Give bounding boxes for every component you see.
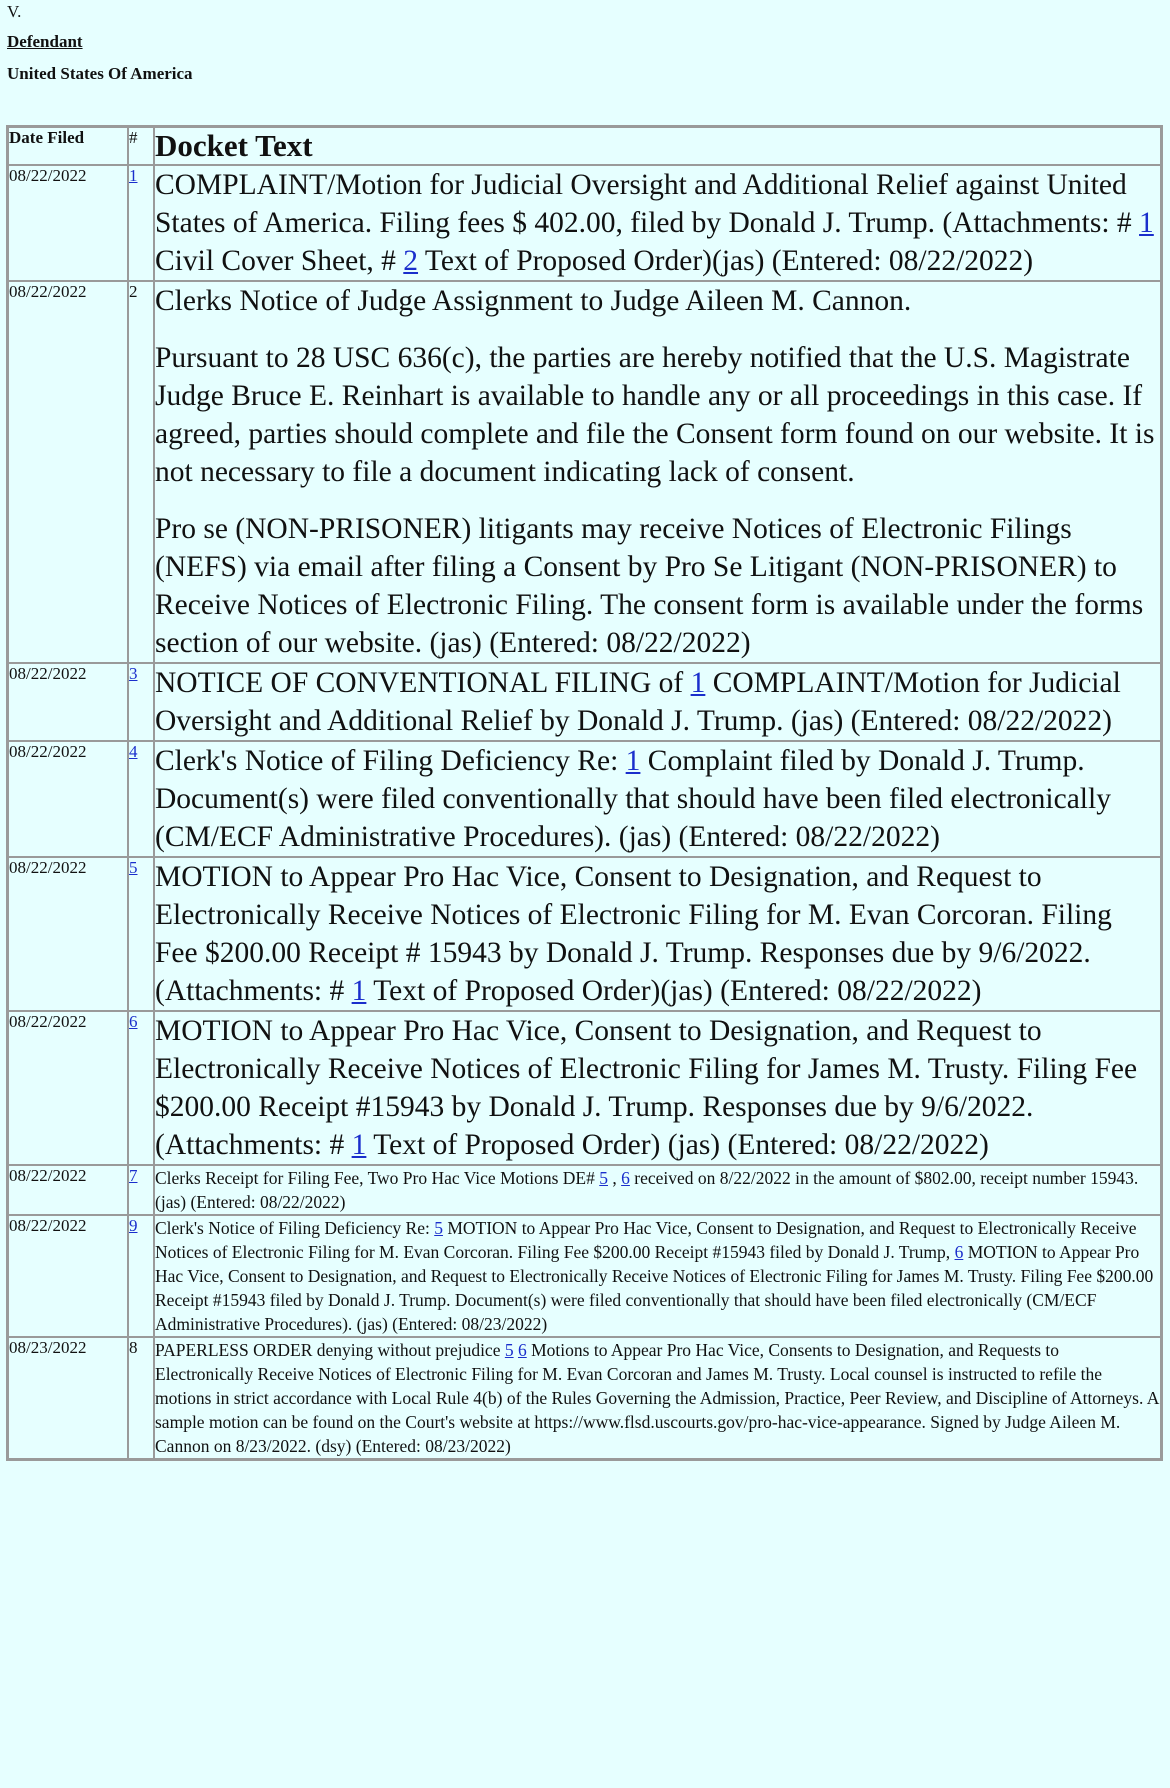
docket-number-link[interactable]: 9: [129, 1216, 138, 1235]
docket-text: [155, 858, 1160, 1010]
docket-number-link[interactable]: 6: [129, 1012, 138, 1031]
docket-text-cell: [154, 1011, 1161, 1165]
docket-text-cell: [154, 663, 1161, 741]
docket-number-link[interactable]: 3: [129, 664, 138, 683]
document-link[interactable]: 1: [690, 667, 706, 699]
docket-row: [8, 1011, 1161, 1165]
docket-text-paragraph: [155, 1338, 1160, 1458]
docket-row: [8, 663, 1161, 741]
docket-table: [6, 125, 1163, 1461]
docket-row: [8, 1215, 1161, 1337]
text-segment: Text of Proposed Order)(jas) (Entered: 08/22/2022): [418, 245, 1034, 277]
docket-text-paragraph: [155, 742, 1160, 856]
defendant-name: United States Of America: [7, 64, 193, 83]
document-link[interactable]: 2: [403, 245, 419, 277]
text-segment: COMPLAINT/Motion for Judicial Oversight and Additional Relief against United States of America. Filing fees $ 402.00, filed by Donald J. Trump. (Attachments: #: [155, 169, 1140, 239]
document-link[interactable]: 5: [504, 1340, 514, 1360]
docket-text-paragraph: [155, 1166, 1160, 1214]
date-filed-cell: 08/22/2022: [8, 281, 128, 663]
docket-text-cell: [154, 165, 1161, 281]
docket-text-paragraph: [155, 858, 1160, 1010]
header-date-filed: Date Filed: [8, 127, 128, 165]
docket-text: [155, 1012, 1160, 1164]
docket-number: 8: [129, 1338, 138, 1357]
text-segment: MOTION to Appear Pro Hac Vice, Consent to Designation, and Request to Electronically Receive Notices of Electronic Filing for James M. Trusty. Filing Fee $200.00 Receipt #15943 filed by Donald J. Trump. Document(s) were filed conventionally that should have been filed electronically (CM/ECF Administrative Procedures). (jas) (Entered: 08/23/2022): [155, 1242, 1154, 1334]
docket-row: [8, 1337, 1161, 1459]
docket-number-cell: [128, 857, 154, 1011]
text-segment: PAPERLESS ORDER denying without prejudice: [155, 1340, 505, 1360]
text-segment: received on 8/22/2022 in the amount of $802.00, receipt number 15943. (jas) (Entered: 08/22/2022): [155, 1168, 1139, 1212]
docket-number-link[interactable]: 7: [129, 1166, 138, 1185]
text-segment: COMPLAINT/Motion for Judicial Oversight and Additional Relief by Donald J. Trump. (jas) (Entered: 08/22/2022): [155, 667, 1121, 737]
docket-number-cell: [128, 1337, 154, 1459]
date-filed-cell: 08/22/2022: [8, 1011, 128, 1165]
text-segment: Pro se (NON-PRISONER) litigants may receive Notices of Electronic Filings (NEFS) via email after filing a Consent by Pro Se Litigant (NON-PRISONER) to Receive Notices of Electronic Filing. The consent form is available under the forms section of our website. (jas) (Entered: 08/22/2022): [155, 513, 1144, 659]
text-segment: NOTICE OF CONVENTIONAL FILING of: [155, 667, 691, 699]
docket-text-cell: [154, 741, 1161, 857]
docket-text-cell: [154, 857, 1161, 1011]
docket-text-paragraph: [155, 339, 1160, 491]
text-segment: Civil Cover Sheet, #: [155, 245, 404, 277]
text-segment: Clerk's Notice of Filing Deficiency Re:: [155, 1218, 435, 1238]
text-segment: Clerk's Notice of Filing Deficiency Re:: [155, 745, 626, 777]
docket-number-cell: [128, 663, 154, 741]
docket-row: [8, 741, 1161, 857]
date-filed-cell: 08/23/2022: [8, 1337, 128, 1459]
docket-number-link[interactable]: 5: [129, 858, 138, 877]
text-segment: Motions to Appear Pro Hac Vice, Consents to Designation, and Requests to Electronically Receive Notices of Electronic Filing for M. Evan Corcoran and James M. Trusty. Local counsel is instructed to refile the motions in strict accordance with Local Rule 4(b) of the Rules Governing the Admission, Practice, Peer Review, and Discipline of Attorneys. A sample motion can be found on the Court's website at https://www.flsd.uscourts.gov/pro-hac-vice-appearance. Signed by Judge Aileen M. Cannon on 8/23/2022. (dsy) (Entered: 08/23/2022): [155, 1340, 1159, 1456]
docket-number-cell: [128, 281, 154, 663]
document-link[interactable]: 1: [625, 745, 641, 777]
versus-label: V.: [7, 2, 22, 21]
text-segment: MOTION to Appear Pro Hac Vice, Consent to Designation, and Request to Electronically Receive Notices of Electronic Filing for M. Evan Corcoran. Filing Fee $200.00 Receipt #15943 filed by Donald J. Trump,: [155, 1218, 1137, 1262]
docket-text-paragraph: [155, 664, 1160, 740]
docket-text: [155, 1166, 1160, 1214]
header-docket-text: Docket Text: [154, 127, 1161, 165]
docket-text-paragraph: [155, 1012, 1160, 1164]
document-link[interactable]: 6: [621, 1168, 630, 1188]
text-segment: MOTION to Appear Pro Hac Vice, Consent to Designation, and Request to Electronically Receive Notices of Electronic Filing for James M. Trusty. Filing Fee $200.00 Receipt #15943 by Donald J. Trump. Responses due by 9/6/2022. (Attachments: #: [155, 1015, 1138, 1161]
date-filed-cell: 08/22/2022: [8, 857, 128, 1011]
docket-row: [8, 165, 1161, 281]
text-segment: MOTION to Appear Pro Hac Vice, Consent to Designation, and Request to Electronically Receive Notices of Electronic Filing for M. Evan Corcoran. Filing Fee $200.00 Receipt # 15943 by Donald J. Trump. Responses due by 9/6/2022. (Attachments: #: [155, 861, 1112, 1007]
docket-body: [8, 165, 1161, 1459]
document-link[interactable]: 5: [434, 1218, 443, 1238]
docket-text-cell: [154, 1215, 1161, 1337]
text-segment: Complaint filed by Donald J. Trump. Document(s) were filed conventionally that should have been filed electronically (CM/ECF Administrative Procedures). (jas) (Entered: 08/22/2022): [155, 745, 1111, 853]
docket-text: [155, 1338, 1160, 1458]
date-filed-cell: 08/22/2022: [8, 1215, 128, 1337]
docket-number-cell: [128, 1215, 154, 1337]
docket-header-row: [8, 127, 1161, 165]
docket-number-cell: [128, 165, 154, 281]
docket-text: [155, 664, 1160, 740]
text-segment: Pursuant to 28 USC 636(c), the parties are hereby notified that the U.S. Magistrate Judge Bruce E. Reinhart is available to handle any or all proceedings in this case. If agreed, parties should complete and file the Consent form found on our website. It is not necessary to file a document indicating lack of consent.: [155, 342, 1155, 488]
document-link[interactable]: 6: [517, 1340, 527, 1360]
document-link[interactable]: 6: [954, 1242, 964, 1262]
docket-number-link[interactable]: 4: [129, 742, 138, 761]
docket-row: [8, 857, 1161, 1011]
text-segment: ,: [608, 1168, 622, 1188]
date-filed-cell: 08/22/2022: [8, 165, 128, 281]
docket-text: [155, 742, 1160, 856]
docket-text-paragraph: [155, 510, 1160, 662]
document-link[interactable]: 1: [351, 975, 367, 1007]
docket-text-cell: [154, 281, 1161, 663]
date-filed-cell: 08/22/2022: [8, 663, 128, 741]
docket-number-cell: [128, 741, 154, 857]
docket-number-cell: [128, 1011, 154, 1165]
docket-text: [155, 1216, 1160, 1336]
document-link[interactable]: 5: [599, 1168, 608, 1188]
date-filed-cell: 08/22/2022: [8, 741, 128, 857]
docket-text-paragraph: [155, 282, 1160, 320]
docket-text-paragraph: [155, 1216, 1160, 1336]
docket-text-paragraph: [155, 166, 1160, 280]
docket-text: [155, 282, 1160, 662]
text-segment: Text of Proposed Order) (jas) (Entered: 08/22/2022): [366, 1129, 989, 1161]
case-header: [7, 0, 193, 84]
defendant-label: Defendant: [7, 32, 83, 51]
document-link[interactable]: 1: [351, 1129, 367, 1161]
docket-number-link[interactable]: 1: [129, 166, 138, 185]
document-link[interactable]: 1: [1139, 207, 1154, 239]
docket-number-cell: [128, 1165, 154, 1215]
docket-number: 2: [129, 282, 138, 301]
date-filed-cell: 08/22/2022: [8, 1165, 128, 1215]
header-number: #: [128, 127, 154, 165]
text-segment: Text of Proposed Order)(jas) (Entered: 08/22/2022): [366, 975, 982, 1007]
text-segment: Clerks Notice of Judge Assignment to Judge Aileen M. Cannon.: [155, 285, 912, 317]
docket-text-cell: [154, 1337, 1161, 1459]
docket-text-cell: [154, 1165, 1161, 1215]
text-segment: Clerks Receipt for Filing Fee, Two Pro Hac Vice Motions DE#: [155, 1168, 600, 1188]
docket-row: [8, 1165, 1161, 1215]
docket-row: [8, 281, 1161, 663]
docket-text: [155, 166, 1160, 280]
